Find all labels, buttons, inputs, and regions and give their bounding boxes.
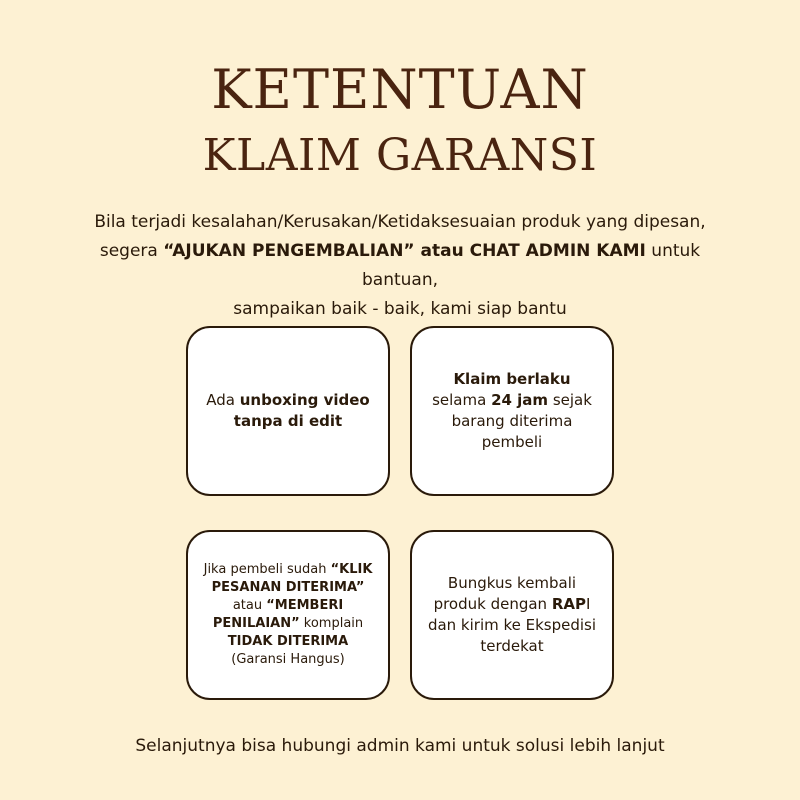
footer-note: Selanjutnya bisa hubungi admin kami untuk solusi lebih lanjut (135, 736, 665, 756)
rule-text: atau (232, 598, 267, 613)
rule-text: I dan kirim ke Ekspedisi terdekat (427, 595, 597, 655)
intro-text: segera (99, 241, 164, 261)
rule-text: selama (432, 391, 492, 409)
rule-emphasis: 24 jam (491, 391, 549, 409)
intro-line-3: sampaikan baik - baik, kami siap bantu (233, 299, 567, 319)
rule-emphasis: TIDAK DITERIMA (227, 634, 349, 649)
rule-text: komplain (299, 616, 364, 631)
intro-emphasis: “AJUKAN PENGEMBALIAN” atau CHAT ADMIN KAMI (163, 241, 646, 261)
rule-card-not-accepted (186, 530, 390, 700)
rule-text: Jika pembeli sudah (203, 562, 331, 577)
rule-note: (Garansi Hangus) (231, 652, 345, 667)
intro-line-1: Bila terjadi kesalahan/Kerusakan/Ketidaksesuaian produk yang dipesan, (94, 212, 706, 232)
rule-card-unboxing (186, 326, 390, 496)
rule-emphasis: “KLIK PESANAN DITERIMA” (211, 562, 373, 595)
rule-card-text (426, 369, 598, 453)
rule-card-text (198, 561, 378, 669)
title-line-1: KETENTUAN (211, 58, 589, 121)
rule-card-text (426, 573, 598, 657)
rule-emphasis: RAP (551, 595, 586, 613)
rule-text: Ada (206, 391, 240, 409)
rule-emphasis: Klaim berlaku (453, 370, 571, 388)
rule-card-text (202, 390, 374, 432)
rule-text: Bungkus kembali produk dengan (433, 574, 577, 613)
title-line-2: KLAIM GARANSI (202, 130, 598, 181)
intro-line-2 (60, 237, 740, 295)
intro-paragraph (60, 208, 740, 324)
rule-card-repack (410, 530, 614, 700)
intro-text: untuk bantuan, (361, 241, 701, 290)
rule-emphasis: unboxing video tanpa di edit (233, 391, 370, 430)
rule-emphasis: “MEMBERI PENILAIAN” (212, 598, 344, 631)
rule-card-claim-period (410, 326, 614, 496)
rule-text: sejak barang diterima pembeli (451, 391, 592, 451)
